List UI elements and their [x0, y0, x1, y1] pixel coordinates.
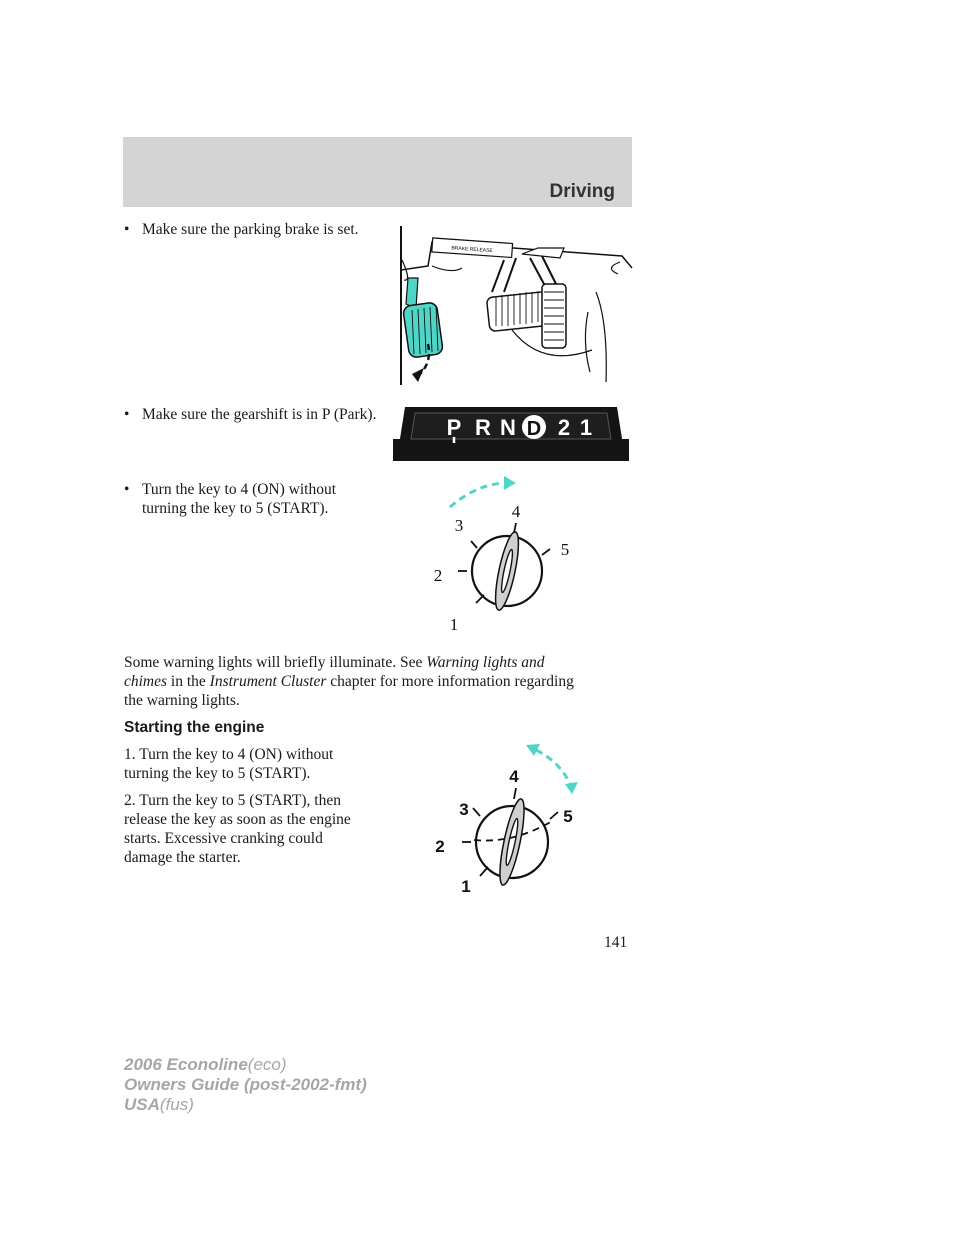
gear-n: N [500, 415, 516, 440]
ignition-diagram-start [420, 742, 590, 902]
key-position-1: 1 [461, 877, 471, 896]
bullet-gearshift [124, 405, 384, 424]
bullet-dot: • [124, 481, 130, 498]
gear-2: 2 [557, 415, 571, 440]
gear-p: P [446, 415, 462, 440]
page-number: 141 [604, 934, 628, 951]
parking-brake-illustration [392, 222, 636, 388]
instrument-cluster-reference: Instrument Cluster [209, 673, 327, 690]
brake-release-label: BRAKE RELEASE [451, 245, 493, 255]
gear-r: R [475, 415, 491, 440]
footer-line-2: Owners Guide (post-2002-fmt) [124, 1075, 367, 1094]
gearshift-indicator [393, 407, 629, 461]
footer-line-1: 2006 Econoline(eco) [124, 1055, 287, 1074]
key-position-3: 3 [459, 800, 469, 819]
step-2: 2. Turn the key to 5 (START), then release the key as soon as the engine starts. Excessive cranking could damage the starter. [124, 792, 351, 866]
warning-lights-paragraph: Some warning lights will briefly illuminate. See Warning lights and chimes in the Instrument Cluster chapter for more information regarding the warning lights. [124, 654, 574, 709]
key-position-3: 3 [454, 516, 464, 535]
starting-engine-heading: Starting the engine [124, 719, 265, 736]
footer [124, 1055, 367, 1115]
bullet-text: Make sure the gearshift is in P (Park). [142, 406, 377, 423]
gear-1: 1 [579, 415, 593, 440]
key-position-4: 4 [509, 767, 519, 786]
step-1: 1. Turn the key to 4 (ON) without turning the key to 5 (START). [124, 746, 334, 782]
bullet-text: Turn the key to 4 (ON) without turning the key to 5 (START). [142, 481, 337, 517]
key-position-5: 5 [563, 807, 573, 826]
bullet-dot: • [124, 221, 130, 238]
header-band [123, 137, 632, 207]
bullet-parking-brake [124, 220, 384, 239]
warning-lights-reference: Warning lights and chimes [124, 654, 545, 690]
key-position-4: 4 [511, 502, 521, 521]
key-position-1: 1 [449, 615, 459, 634]
bullet-text: Make sure the parking brake is set. [142, 221, 359, 238]
section-title: Driving [549, 181, 615, 202]
key-position-5: 5 [560, 540, 570, 559]
key-position-2: 2 [433, 566, 443, 585]
bullet-dot: • [124, 406, 130, 423]
gear-d: D [526, 418, 542, 440]
key-position-2: 2 [435, 837, 445, 856]
footer-line-3: USA(fus) [124, 1095, 194, 1114]
ignition-diagram-on [420, 475, 590, 640]
bullet-turn-key [124, 480, 384, 518]
